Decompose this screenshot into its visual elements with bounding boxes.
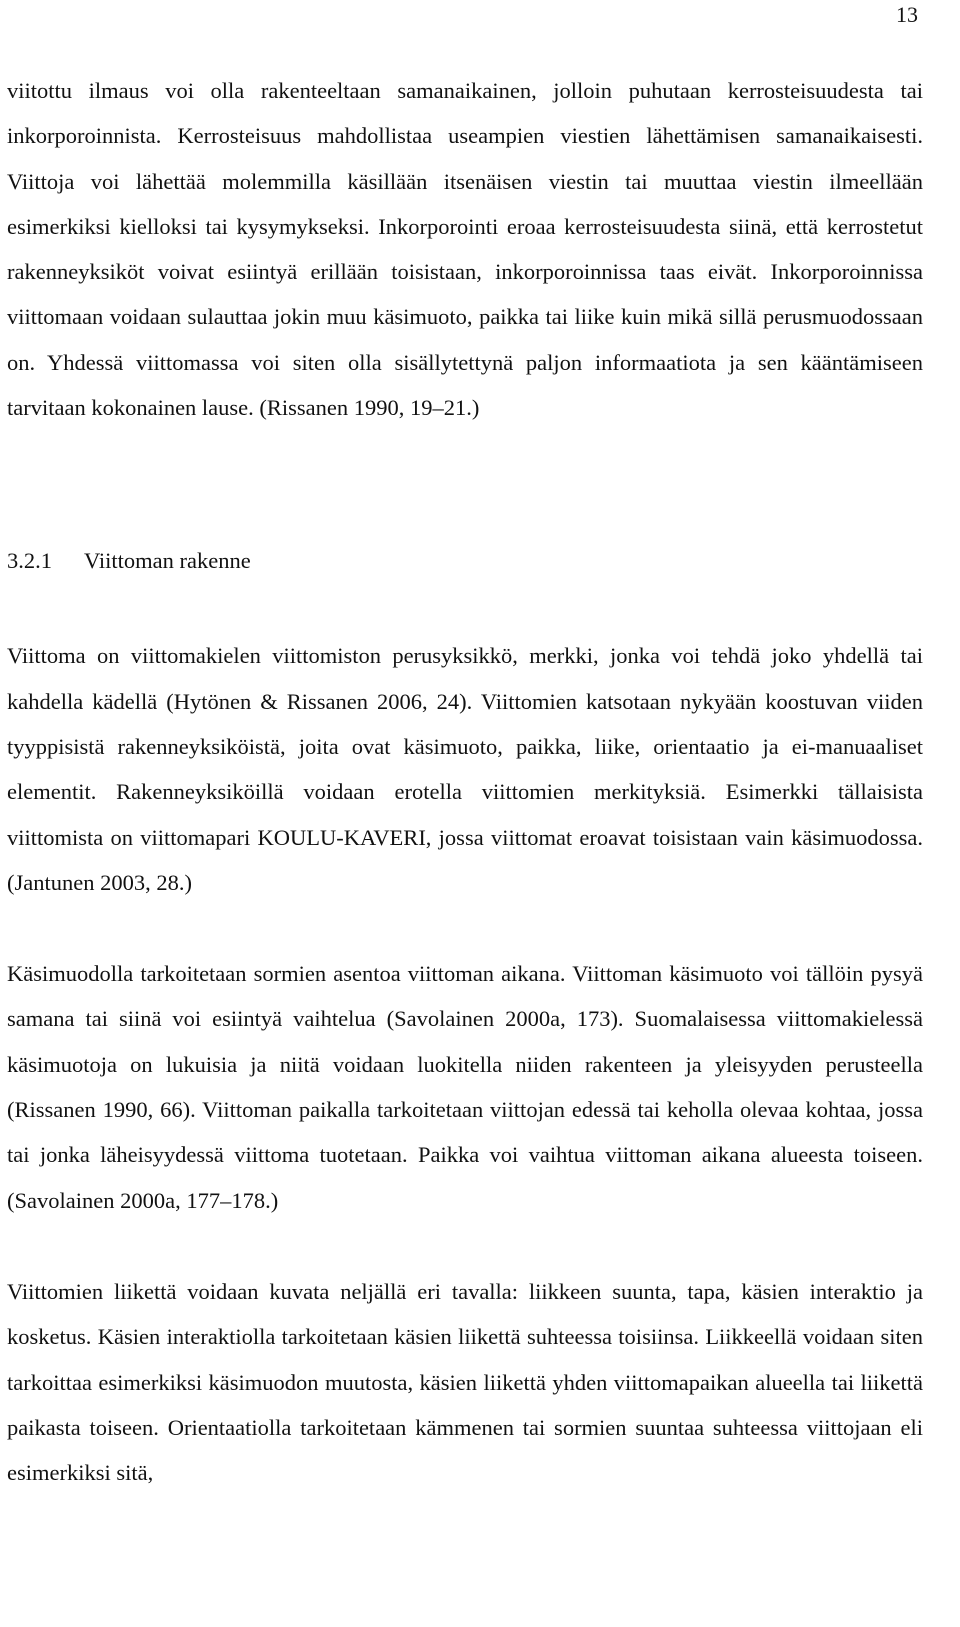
- section-heading: [7, 538, 923, 583]
- page-number: 13: [896, 2, 918, 27]
- paragraph-layering: viitottu ilmaus voi olla rakenteeltaan samanaikainen, jolloin puhutaan kerrosteisuudesta tai inkorporoinnista. Kerrosteisuus mahdollistaa useampien viestien lähettämisen samanaikaisesti. Viittoja voi lähettää molemmilla käsillään itsenäisen viestin tai muuttaa viestin ilmeellään esimerkiksi kielloksi tai kysymykseksi. Inkorporointi eroaa kerrosteisuudesta siinä, että kerrostetut rakenneyksiköt voivat esiintyä erillään toisistaan, inkorporoinnissa taas eivät. Inkorporoinnissa viittomaan voidaan sulauttaa jokin muu käsimuoto, paikka tai liike kuin mikä sillä perusmuodossaan on. Yhdessä viittomassa voi siten olla sisällytettynä paljon informaatiota ja sen kääntämiseen tarvitaan kokonainen lause. (Rissanen 1990, 19–21.): [7, 78, 923, 421]
- section-number: 3.2.1: [7, 548, 52, 574]
- paragraph-movement-orientation: Viittomien liikettä voidaan kuvata neljällä eri tavalla: liikkeen suunta, tapa, käsien interaktio ja kosketus. Käsien interaktiolla tarkoitetaan käsien liikettä suhteessa toisiinsa. Liikkeellä voidaan siten tarkoittaa esimerkiksi käsimuodon muutosta, käsien liikettä yhden viittomapaikan alueella tai liikettä paikasta toiseen. Orientaatiolla tarkoitetaan kämmenen tai sormien suuntaa suhteessa viittojaan eli esimerkiksi sitä,: [7, 1278, 923, 1486]
- document-body: [7, 68, 923, 1495]
- paragraph-sign-structure: Viittoma on viittomakielen viittomiston perusyksikkö, merkki, jonka voi tehdä joko yhdellä tai kahdella kädellä (Hytönen & Rissanen 2006, 24). Viittomien katsotaan nykyään koostuvan viiden tyyppisistä rakenneyksiköistä, joita ovat käsimuoto, paikka, liike, orientaatio ja ei-manuaaliset elementit. Rakenneyksiköillä voidaan erotella viittomien merkityksiä. Esimerkki tällaisista viittomista on viittomapari KOULU-KAVERI, jossa viittomat eroavat toisistaan vain käsimuodossa. (Jantunen 2003, 28.): [7, 643, 923, 895]
- paragraph-handshape-location: Käsimuodolla tarkoitetaan sormien asentoa viittoman aikana. Viittoman käsimuoto voi tällöin pysyä samana tai siinä voi esiintyä vaihtelua (Savolainen 2000a, 173). Suomalaisessa viittomakielessä käsimuotoja on lukuisia ja niitä voidaan luokitella niiden rakenteen ja yleisyyden perusteella (Rissanen 1990, 66). Viittoman paikalla tarkoitetaan viittojan edessä tai keholla olevaa kohtaa, jossa tai jonka läheisyydessä viittoma tuotetaan. Paikka voi vaihtua viittoman aikana alueesta toiseen. (Savolainen 2000a, 177–178.): [7, 961, 923, 1213]
- section-title: Viittoman rakenne: [84, 548, 251, 574]
